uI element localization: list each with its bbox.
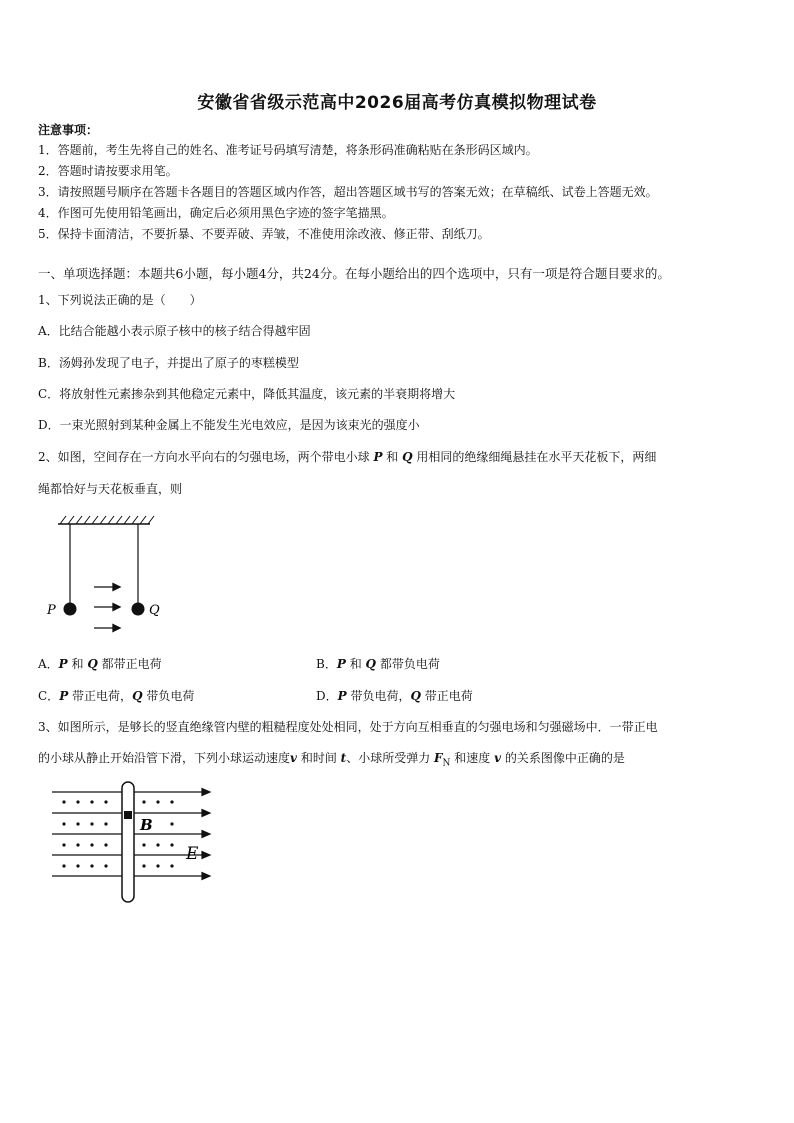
ball-q	[132, 603, 145, 616]
ball-p	[64, 603, 77, 616]
field-arrows	[94, 584, 120, 632]
question-1-stem: 1、下列说法正确的是（ ）	[38, 293, 202, 307]
q1-option-b: B．汤姆孙发现了电子，并提出了原子的枣糕模型	[38, 356, 299, 370]
q2-option-d: D．P 带负电荷，Q 带正电荷	[316, 689, 473, 703]
question-2-stem: 2、如图，空间存在一方向水平向右的匀强电场，两个带电小球 P 和 Q 用相同的绝缘细绳悬挂在水平天花板下，两细	[38, 450, 657, 464]
label-e: E	[186, 844, 199, 864]
q2-option-a: A．P 和 Q 都带正电荷	[38, 657, 162, 671]
q2-option-c: C．P 带正电荷，Q 带负电荷	[38, 689, 195, 703]
notice-heading: 注意事项：	[38, 123, 99, 137]
question-3-stem: 3、如图所示，是够长的竖直绝缘管内壁的粗糙程度处处相同，处于方向互相垂直的匀强电场和匀强磁场中．一带正电	[38, 720, 658, 734]
ceiling-hatching	[60, 516, 154, 524]
label-b: B	[140, 816, 153, 834]
notice-item: 3．请按照题号顺序在答题卡各题目的答题区域内作答，超出答题区域书写的答案无效；在草稿纸、试卷上答题无效。	[38, 185, 658, 199]
exam-title: 安徽省省级示范高中2026届高考仿真模拟物理试卷	[197, 93, 597, 113]
label-q: Q	[149, 603, 160, 618]
q3-figure	[44, 780, 216, 906]
q1-option-c: C．将放射性元素掺杂到其他稳定元素中，降低其温度，该元素的半衰期将增大	[38, 387, 456, 401]
q1-option-d: D．一束光照射到某种金属上不能发生光电效应，是因为该束光的强度小	[38, 418, 420, 432]
section-heading: 一、单项选择题：本题共6小题，每小题4分，共24分。在每小题给出的四个选项中，只有一项是符合题目要求的。	[38, 266, 670, 281]
notice-item: 2．答题时请按要求用笔。	[38, 164, 178, 178]
q1-option-a: A．比结合能越小表示原子核中的核子结合得越牢固	[38, 324, 311, 338]
notice-item: 4．作图可先使用铅笔画出，确定后必须用黑色字迹的签字笔描黑。	[38, 206, 394, 220]
charged-ball	[124, 811, 132, 819]
question-3-stem-cont: 的小球从静止开始沿管下滑，下列小球运动速度v 和时间 t、小球所受弹力 $F_N$ 和速度 v 的关系图像中正确的是	[38, 751, 625, 769]
question-2-stem-cont: 绳都恰好与天花板垂直，则	[38, 482, 183, 496]
notice-item: 5．保持卡面清洁，不要折暴、不要弄破、弄皱，不准使用涂改液、修正带、刮纸刀。	[38, 227, 490, 241]
q2-figure	[47, 514, 160, 636]
q2-option-b: B．P 和 Q 都带负电荷	[316, 657, 440, 671]
notice-item: 1．答题前，考生先将自己的姓名、准考证号码填写清楚，将条形码准确粘贴在条形码区域内。	[38, 143, 538, 157]
insulating-tube	[122, 782, 134, 902]
label-p: P	[47, 603, 56, 618]
